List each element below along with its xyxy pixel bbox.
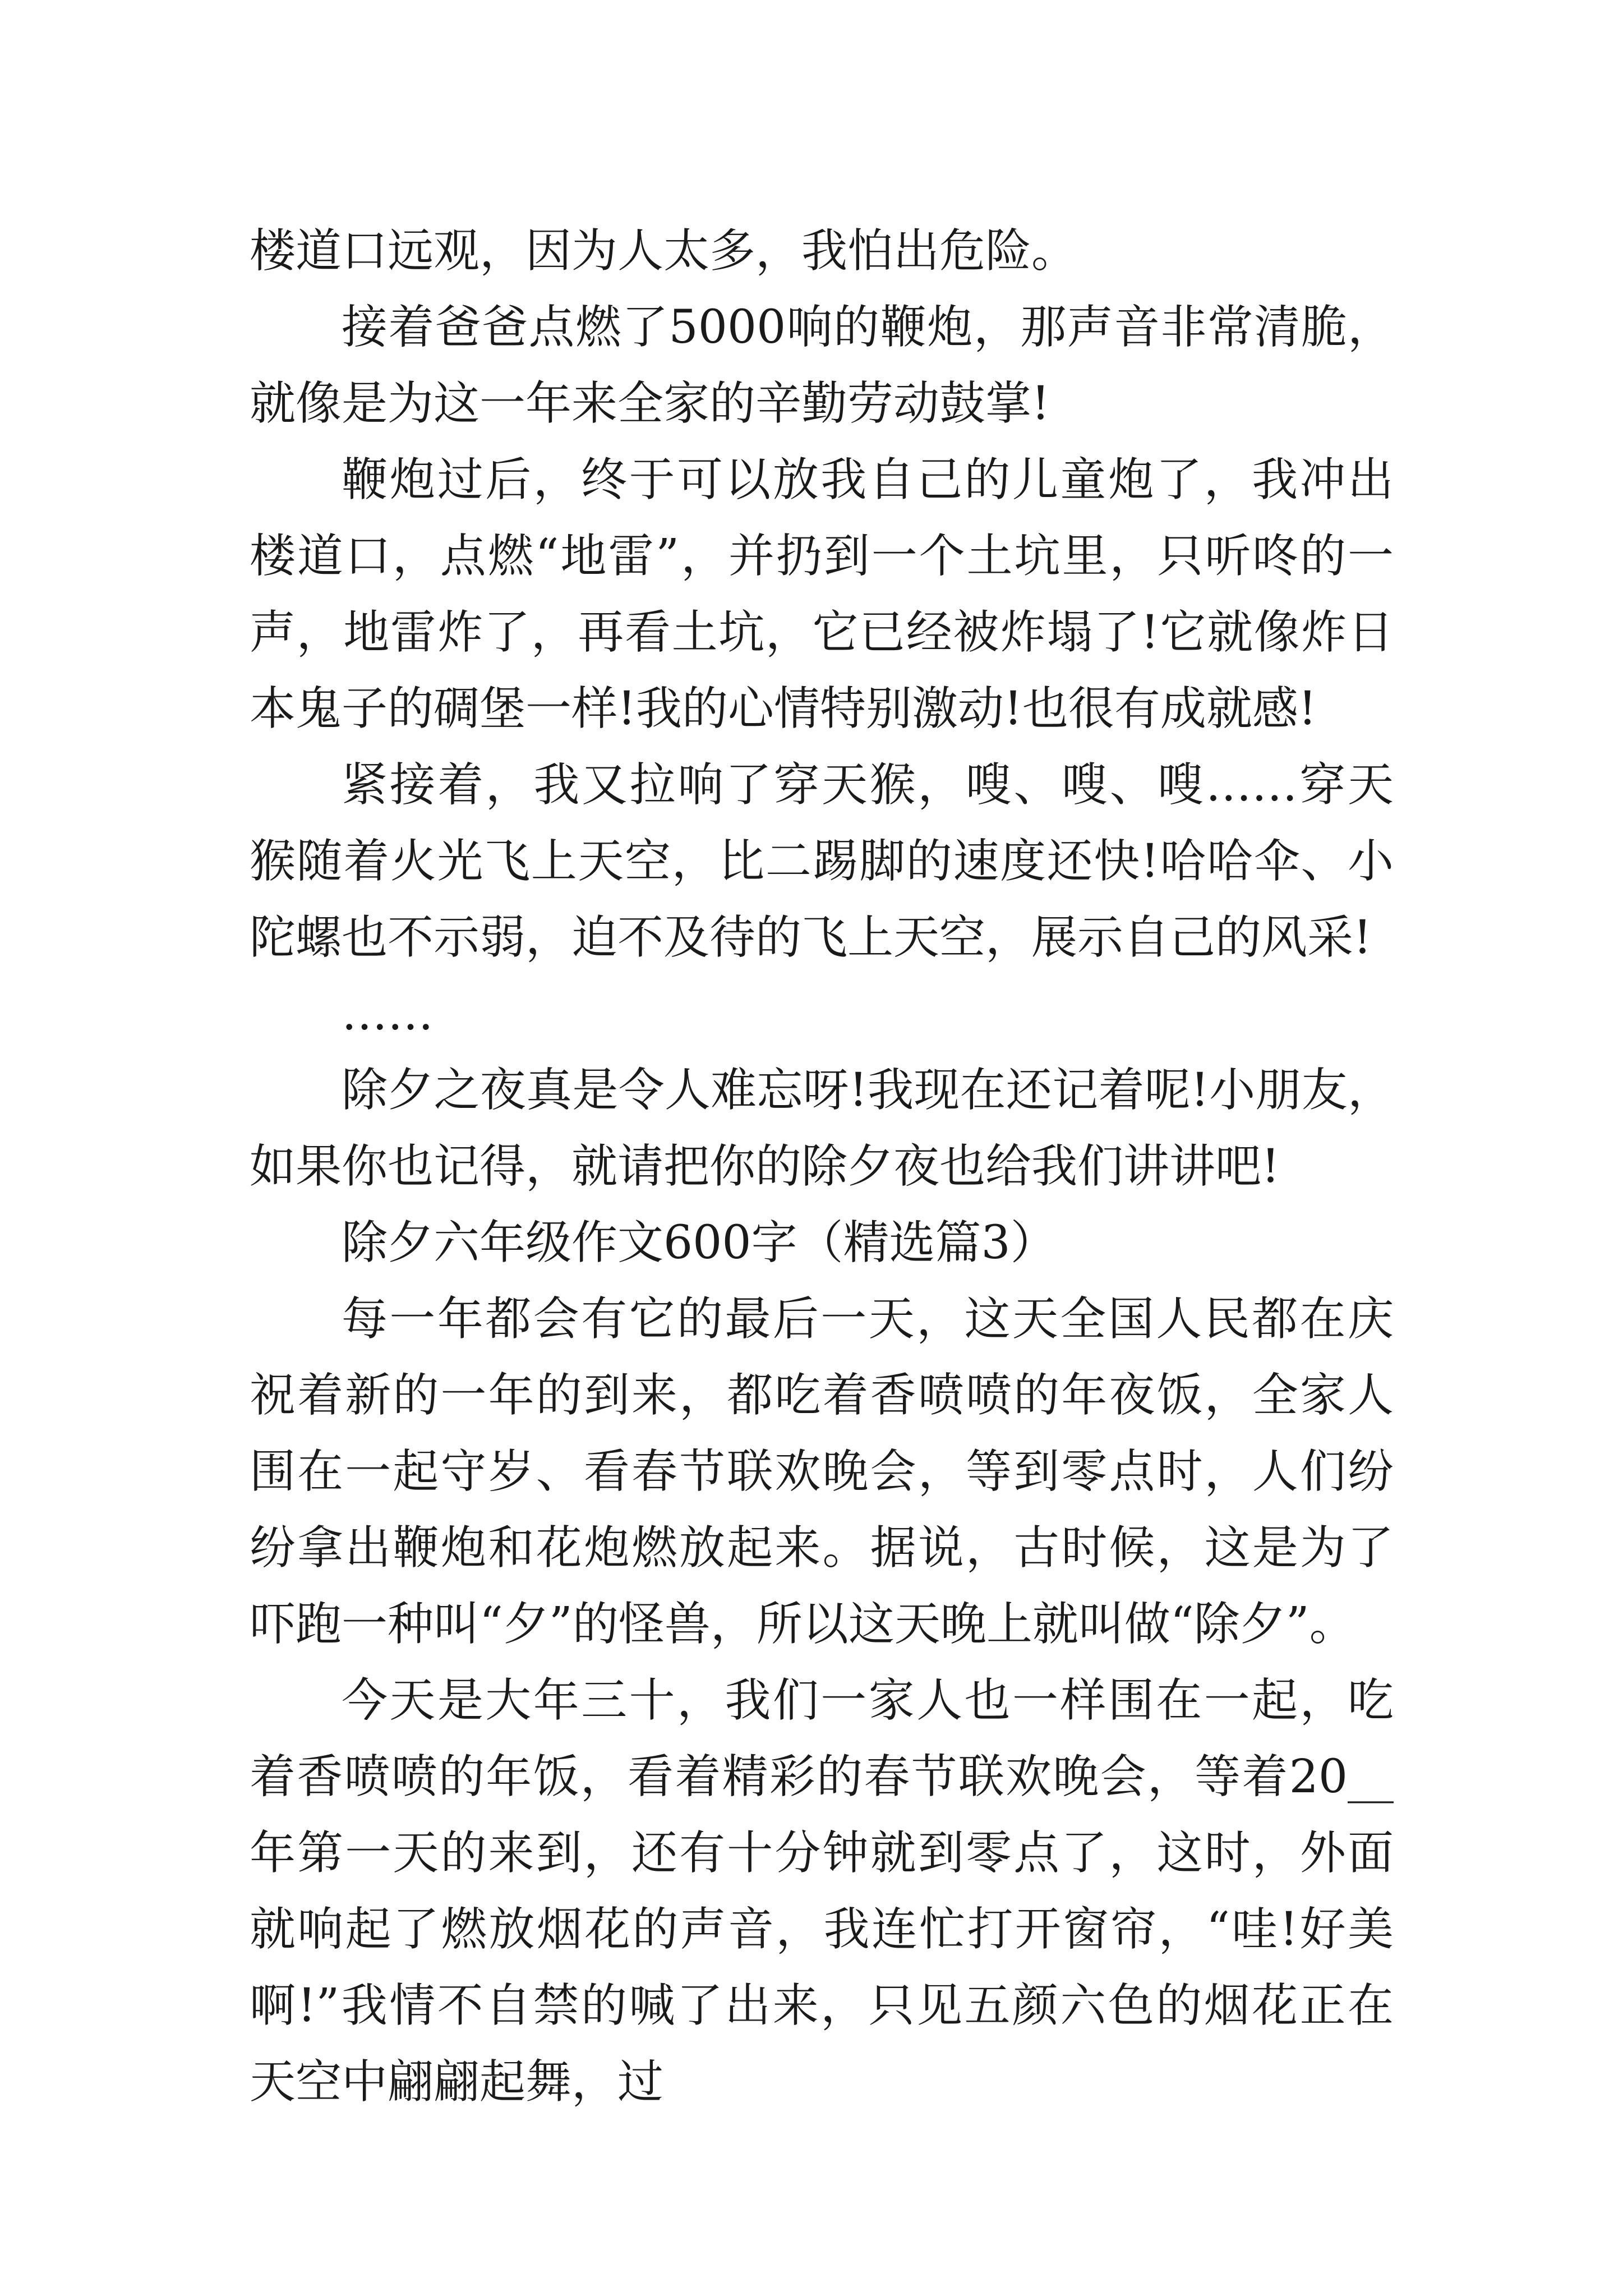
ellipsis-line: …… (342, 987, 434, 1041)
paragraph: 接着爸爸点燃了5000响的鞭炮，那声音非常清脆，就像是为这一年来全家的辛勤劳动鼓掌! (250, 301, 1394, 430)
paragraph: 鞭炮过后，终于可以放我自己的儿童炮了，我冲出楼道口，点燃“地雷”，并扔到一个土坑里，只听咚的一声，地雷炸了，再看土坑，它已经被炸塌了!它就像炸日本鬼子的碉堡一样!我的心情特别激动!也很有成就感! (250, 453, 1394, 735)
paragraph: 楼道口远观，因为人太多，我怕出危险。 (250, 224, 1078, 278)
paragraph: 除夕之夜真是令人难忘呀!我现在还记着呢!小朋友，如果你也记得，就请把你的除夕夜也给我们讲讲吧! (250, 1064, 1394, 1193)
section-heading: 除夕六年级作文600字（精选篇3） (342, 1216, 1057, 1269)
paragraph: 紧接着，我又拉响了穿天猴，嗖、嗖、嗖……穿天猴随着火光飞上天空，比二踢脚的速度还快!哈哈伞、小陀螺也不示弱，迫不及待的飞上天空，展示自己的风采! (250, 758, 1394, 964)
paragraph: 每一年都会有它的最后一天，这天全国人民都在庆祝着新的一年的到来，都吃着香喷喷的年夜饭，全家人围在一起守岁、看春节联欢晚会，等到零点时，人们纷纷拿出鞭炮和花炮燃放起来。据说，古时候，这是为了吓跑一种叫“夕”的怪兽，所以这天晚上就叫做“除夕”。 (250, 1292, 1394, 1651)
paragraph: 今天是大年三十，我们一家人也一样围在一起，吃着香喷喷的年饭，看着精彩的春节联欢晚会，等着20__年第一天的来到，还有十分钟就到零点了，这时，外面就响起了燃放烟花的声音，我连忙打开窗帘，“哇!好美啊!”我情不自禁的喊了出来，只见五颜六色的烟花正在天空中翩翩起舞，过 (250, 1674, 1394, 2109)
body-text (250, 213, 1394, 2120)
